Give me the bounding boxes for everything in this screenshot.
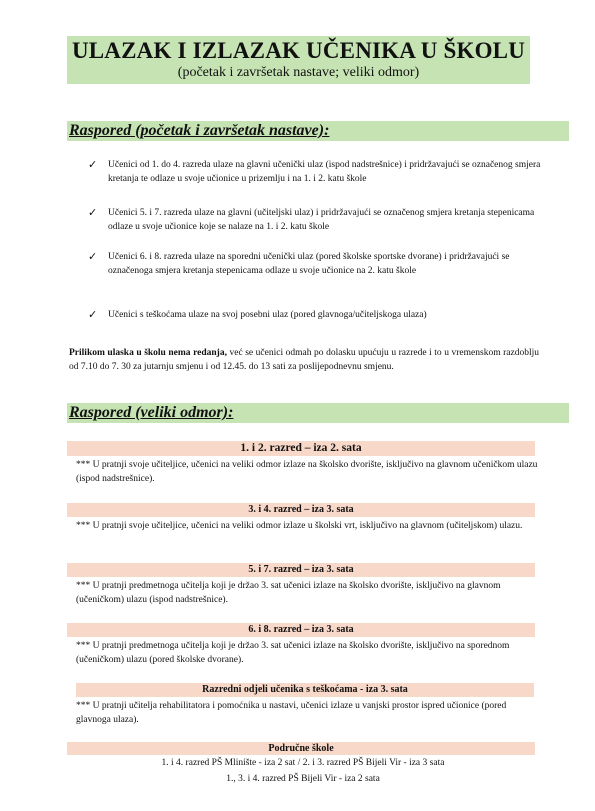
checkmark-icon: ✓: [88, 309, 98, 321]
checkmark-icon: ✓: [88, 207, 98, 219]
section-heading-break: Raspored (veliki odmor):: [67, 403, 569, 423]
group-title: 1. i 2. razred – iza 2. sata: [67, 441, 535, 456]
group-text: *** U pratnji svoje učiteljice, učenici na veliki odmor izlaze u školski vrt, isključivo na glavnom (učiteljskom) ulazu.: [76, 521, 523, 531]
group-title: 3. i 4. razred – iza 3. sata: [67, 503, 535, 517]
list-item: ✓ Učenici 6. i 8. razreda ulaze na sporedni učenički ulaz (pored školske sportske dvorane) i pridržavajući se označenoga smjera kretanja stepenicama odlaze u svoje učionice na 2. katu škole: [88, 251, 510, 276]
document-title: ULAZAK I IZLAZAK UČENIKA U ŠKOLU: [71, 38, 526, 63]
group-title: Razredni odjeli učenika s teškoćama - iza 3. sata: [76, 683, 534, 697]
group-text: *** U pratnji učitelja rehabilitatora i pomoćnika u nastavi, učenici izlaze u vanjski prostor ispred učionice (pored glavnoga ulaza).: [76, 701, 507, 725]
checkmark-icon: ✓: [88, 159, 98, 171]
title-box: [67, 36, 530, 84]
group-title: 5. i 7. razred – iza 3. sata: [67, 563, 535, 577]
section-heading-start-end: Raspored (početak i završetak nastave):: [67, 121, 569, 141]
regional-schools-line: 1., 3. i 4. razred PŠ Bijeli Vir - iza 2 sata: [226, 774, 380, 784]
entry-note: [69, 346, 539, 374]
group-title: 6. i 8. razred – iza 3. sata: [67, 623, 535, 637]
checkmark-icon: ✓: [88, 251, 98, 263]
entry-note-bold: Prilikom ulaska u školu nema redanja,: [69, 348, 227, 358]
list-item: ✓ Učenici 5. i 7. razreda ulaze na glavni (učiteljski ulaz) i pridržavajući se označenog smjera kretanja stepenicama odlaze u svoje učionice koje se nalaze na 1. i 2. katu škole: [88, 207, 535, 232]
list-item: ✓ Učenici s teškoćama ulaze na svoj posebni ulaz (pored glavnoga/učiteljskoga ulaza): [88, 309, 427, 321]
document-subtitle: (početak i završetak nastave; veliki odmor): [177, 65, 420, 80]
group-text: *** U pratnji predmetnoga učitelja koji je držao 3. sat učenici izlaze na školsko dvorište, isključivo na sporednom (učeničkom) ulazu (pored školske dvorane).: [76, 641, 510, 665]
group-text: *** U pratnji predmetnoga učitelja koji je držao 3. sat učenici izlaze na školsko dvorište, isključivo na glavnom (učeničkom) ulazu (ispod nadstrešnice).: [76, 581, 501, 605]
regional-schools-line: 1. i 4. razred PŠ Mlinište - iza 2 sat / 2. i 3. razred PŠ Bijeli Vir - iza 3 sata: [161, 758, 445, 768]
list-item: ✓ Učenici od 1. do 4. razreda ulaze na glavni učenički ulaz (ispod nadstrešnice) i pridržavajući se označenog smjera kretanja te odlaze u svoje učionice u prizemlju i na 1. i 2. katu škole: [88, 159, 541, 184]
group-text: *** U pratnji svoje učiteljice, učenici na veliki odmor izlaze na školsko dvorište, isključivo na glavnom učeničkom ulazu (ispod nadstrešnice).: [76, 460, 538, 484]
entry-note-text: već se učenici odmah po dolasku upućuju u razrede i to u vremenskom razdoblju od 7.10 do 7. 30 za jutarnju smjenu i od 12.45. do 13 sati za poslijepodnevnu smjenu.: [69, 348, 539, 372]
regional-schools-title: Područne škole: [67, 742, 535, 755]
